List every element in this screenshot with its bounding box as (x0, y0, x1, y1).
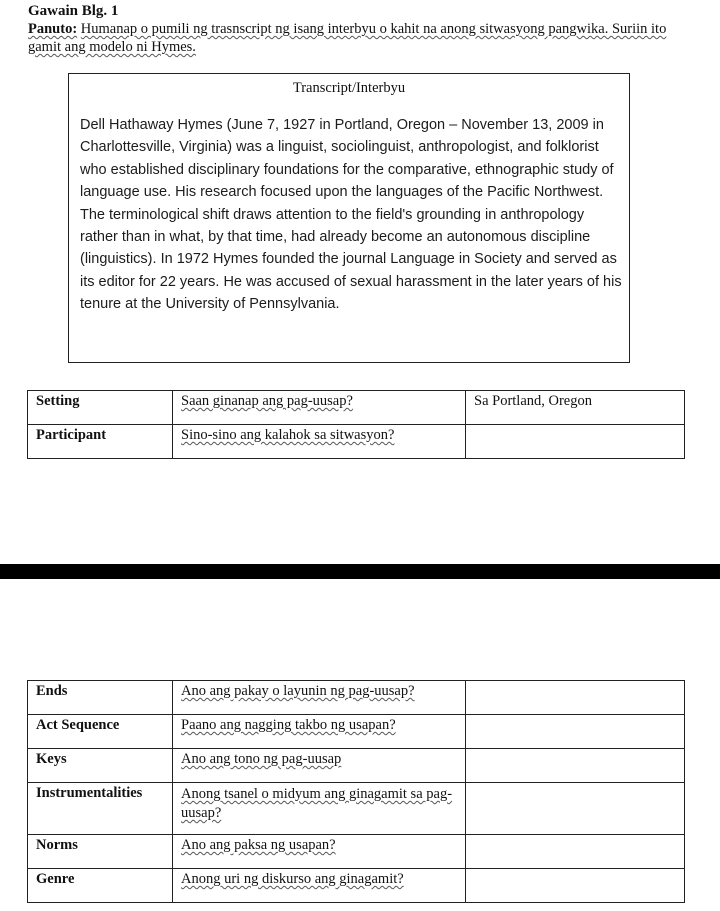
row-question: Paano ang nagging takbo ng usapan? (173, 715, 466, 749)
row-question: Ano ang pakay o layunin ng pag-uusap? (173, 681, 466, 715)
row-question: Sino-sino ang kalahok sa sitwasyon? (173, 425, 466, 459)
hymes-table-top (27, 390, 685, 459)
row-label: Keys (28, 749, 173, 783)
row-question: Saan ginanap ang pag-uusap? (173, 391, 466, 425)
activity-title: Gawain Blg. 1 (28, 3, 119, 19)
row-question: Ano ang tono ng pag-uusap (173, 749, 466, 783)
transcript-box (68, 73, 630, 363)
table-row (28, 425, 685, 459)
row-label: Ends (28, 681, 173, 715)
row-label: Setting (28, 391, 173, 425)
row-answer[interactable]: Sa Portland, Oregon (466, 391, 685, 425)
instruction-text: Humanap o pumili ng trasnscript ng isang interbyu o kahit na anong sitwasyong pangwika. Suriin ito gamit ang modelo ni Hymes. (28, 21, 667, 55)
row-label: Participant (28, 425, 173, 459)
table-row (28, 715, 685, 749)
table-row (28, 869, 685, 903)
row-answer[interactable] (466, 681, 685, 715)
row-answer[interactable] (466, 715, 685, 749)
hymes-table-bottom (27, 680, 685, 903)
table-row (28, 835, 685, 869)
transcript-body: Dell Hathaway Hymes (June 7, 1927 in Portland, Oregon – November 13, 2009 in Charlottesville, Virginia) was a linguist, sociolinguist, anthropologist, and folklorist who established disciplinary foundations for the comparative, ethnographic study of language use. His research focused upon the languages of the Pacific Northwest. The terminological shift draws attention to the field's grounding in anthropology rather than in what, by that time, had already become an autonomous discipline (linguistics). In 1972 Hymes founded the journal Language in Society and served as its editor for 22 years. He was accused of sexual harassment in the later years of his tenure at the University of Pennsylvania. (80, 117, 622, 313)
row-label: Norms (28, 835, 173, 869)
table-row (28, 391, 685, 425)
row-label: Genre (28, 869, 173, 903)
row-answer[interactable] (466, 783, 685, 835)
row-question: Ano ang paksa ng usapan? (173, 835, 466, 869)
instruction-label: Panuto: (28, 21, 78, 37)
row-label: Act Sequence (28, 715, 173, 749)
table-row (28, 681, 685, 715)
table-row (28, 783, 685, 835)
row-answer[interactable] (466, 835, 685, 869)
row-question: Anong uri ng diskurso ang ginagamit? (173, 869, 466, 903)
row-label: Instrumentalities (28, 783, 173, 835)
row-question: Anong tsanel o midyum ang ginagamit sa pag-uusap? (173, 783, 466, 835)
table-row (28, 749, 685, 783)
row-answer[interactable] (466, 869, 685, 903)
instructions (28, 20, 678, 56)
page-divider-bar (0, 564, 720, 579)
transcript-heading: Transcript/Interbyu (292, 80, 406, 96)
row-answer[interactable] (466, 425, 685, 459)
row-answer[interactable] (466, 749, 685, 783)
